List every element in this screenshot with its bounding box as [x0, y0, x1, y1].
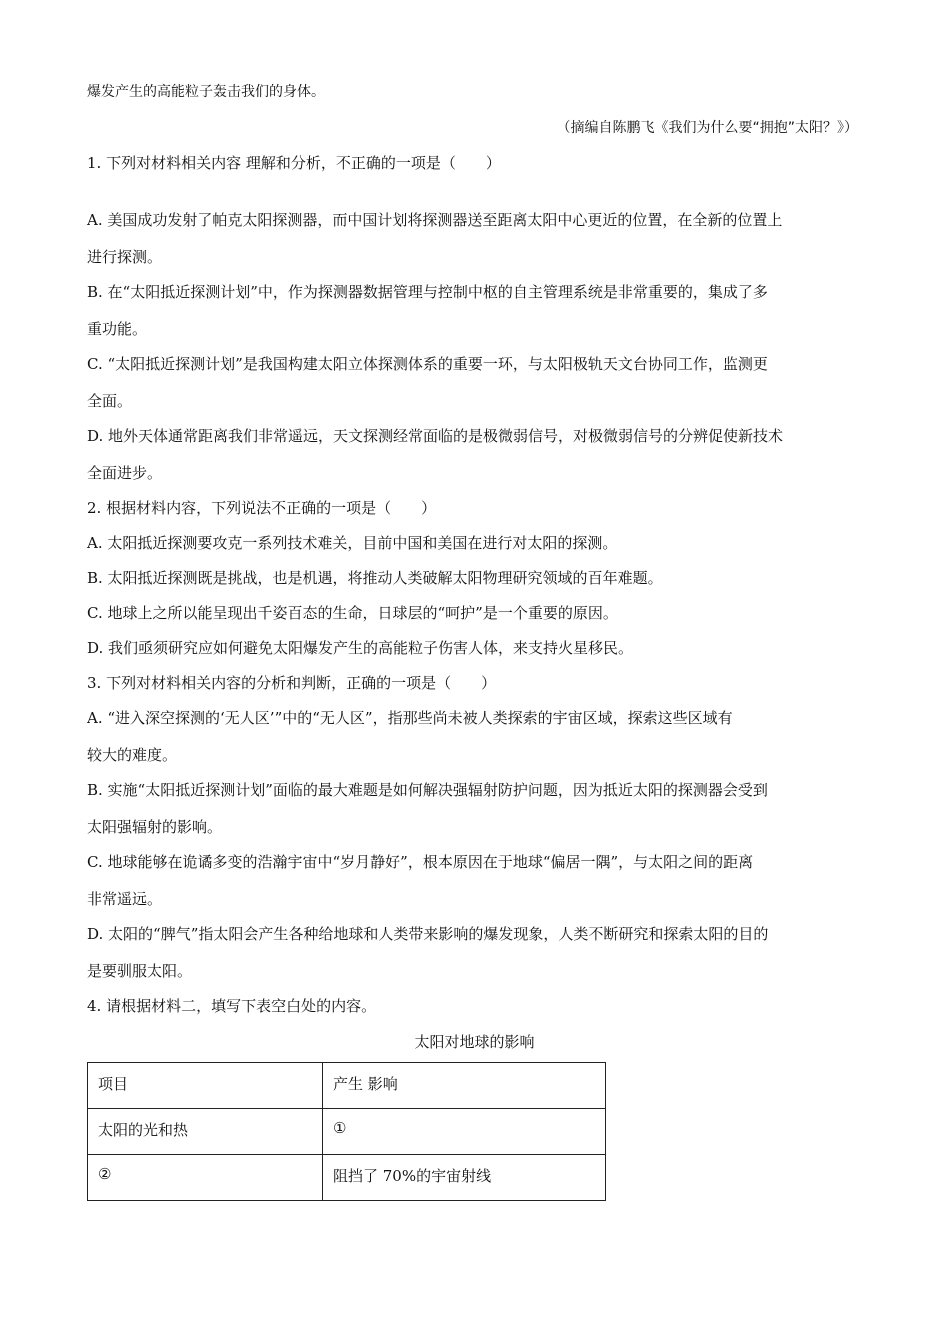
table-cell: 太阳的光和热 [88, 1109, 323, 1155]
question-1-stem: 1. 下列对材料相关内容 理解和分析，不正确的一项是（ ） [87, 154, 501, 172]
question-2-stem: 2. 根据材料内容，下列说法不正确的一项是（ ） [87, 499, 437, 517]
question-1-option-d-line-1: D. 地外天体通常距离我们非常遥远，天文探测经常面临的是极微弱信号，对极微弱信号的分辨促使新技术 [87, 427, 784, 445]
question-4-stem: 4. 请根据材料二，填写下表空白处的内容。 [87, 997, 377, 1015]
question-3-option-c-line-2: 非常遥远。 [87, 890, 163, 908]
question-3-option-b-line-2: 太阳强辐射的影响。 [87, 818, 223, 836]
table-cell-blank-2: ② [88, 1155, 323, 1201]
table-cell-blank-1: ① [323, 1109, 606, 1155]
question-1-option-c-line-1: C. “太阳抵近探测计划”是我国构建太阳立体探测体系的重要一环，与太阳极轨天文台协同工作，监测更 [87, 355, 768, 373]
question-1-option-a-line-2: 进行探测。 [87, 248, 163, 266]
intro-line: 爆发产生的高能粒子轰击我们的身体。 [87, 84, 325, 100]
question-3-option-d-line-2: 是要驯服太阳。 [87, 962, 193, 980]
question-3-option-d-line-1: D. 太阳的“脾气”指太阳会产生各种给地球和人类带来影响的爆发现象，人类不断研究和探索太阳的目的 [87, 925, 769, 943]
question-1-option-b-line-1: B. 在“太阳抵近探测计划”中，作为探测器数据管理与控制中枢的自主管理系统是非常重要的，集成了多 [87, 283, 768, 301]
question-2-option-c: C. 地球上之所以能呈现出千姿百态的生命，日球层的“呵护”是一个重要的原因。 [87, 604, 618, 622]
question-3-stem: 3. 下列对材料相关内容的分析和判断，正确的一项是（ ） [87, 674, 497, 692]
question-1-option-a-line-1: A. 美国成功发射了帕克太阳探测器，而中国计划将探测器送至距离太阳中心更近的位置，在全新的位置上 [87, 211, 783, 229]
table-header-cell: 产生 影响 [323, 1063, 606, 1109]
question-3-option-c-line-1: C. 地球能够在诡谲多变的浩瀚宇宙中“岁月静好”，根本原因在于地球“偏居一隅”，与太阳之间的距离 [87, 853, 754, 871]
table-header-row [88, 1063, 606, 1109]
table-row [88, 1109, 606, 1155]
influence-table [87, 1062, 606, 1201]
question-1-option-c-line-2: 全面。 [87, 392, 133, 410]
question-3-option-a-line-2: 较大的难度。 [87, 746, 178, 764]
table-caption: 太阳对地球的影响 [414, 1033, 535, 1051]
question-3-option-a-line-1: A. “进入深空探测的‘无人区’”中的“无人区”，指那些尚未被人类探索的宇宙区域，探索这些区域有 [87, 709, 733, 727]
table-header-cell: 项目 [88, 1063, 323, 1109]
table-row [88, 1155, 606, 1201]
question-2-option-d: D. 我们亟须研究应如何避免太阳爆发产生的高能粒子伤害人体，来支持火星移民。 [87, 639, 634, 657]
question-2-option-b: B. 太阳抵近探测既是挑战，也是机遇，将推动人类破解太阳物理研究领域的百年难题。 [87, 569, 663, 587]
source-citation: （摘编自陈鹏飞《我们为什么要“拥抱”太阳？》） [556, 120, 858, 136]
question-2-option-a: A. 太阳抵近探测要攻克一系列技术难关，目前中国和美国在进行对太阳的探测。 [87, 534, 618, 552]
question-1-option-b-line-2: 重功能。 [87, 320, 148, 338]
question-1-option-d-line-2: 全面进步。 [87, 464, 163, 482]
question-3-option-b-line-1: B. 实施“太阳抵近探测计划”面临的最大难题是如何解决强辐射防护问题，因为抵近太阳的探测器会受到 [87, 781, 768, 799]
table-cell: 阻挡了 70%的宇宙射线 [323, 1155, 606, 1201]
